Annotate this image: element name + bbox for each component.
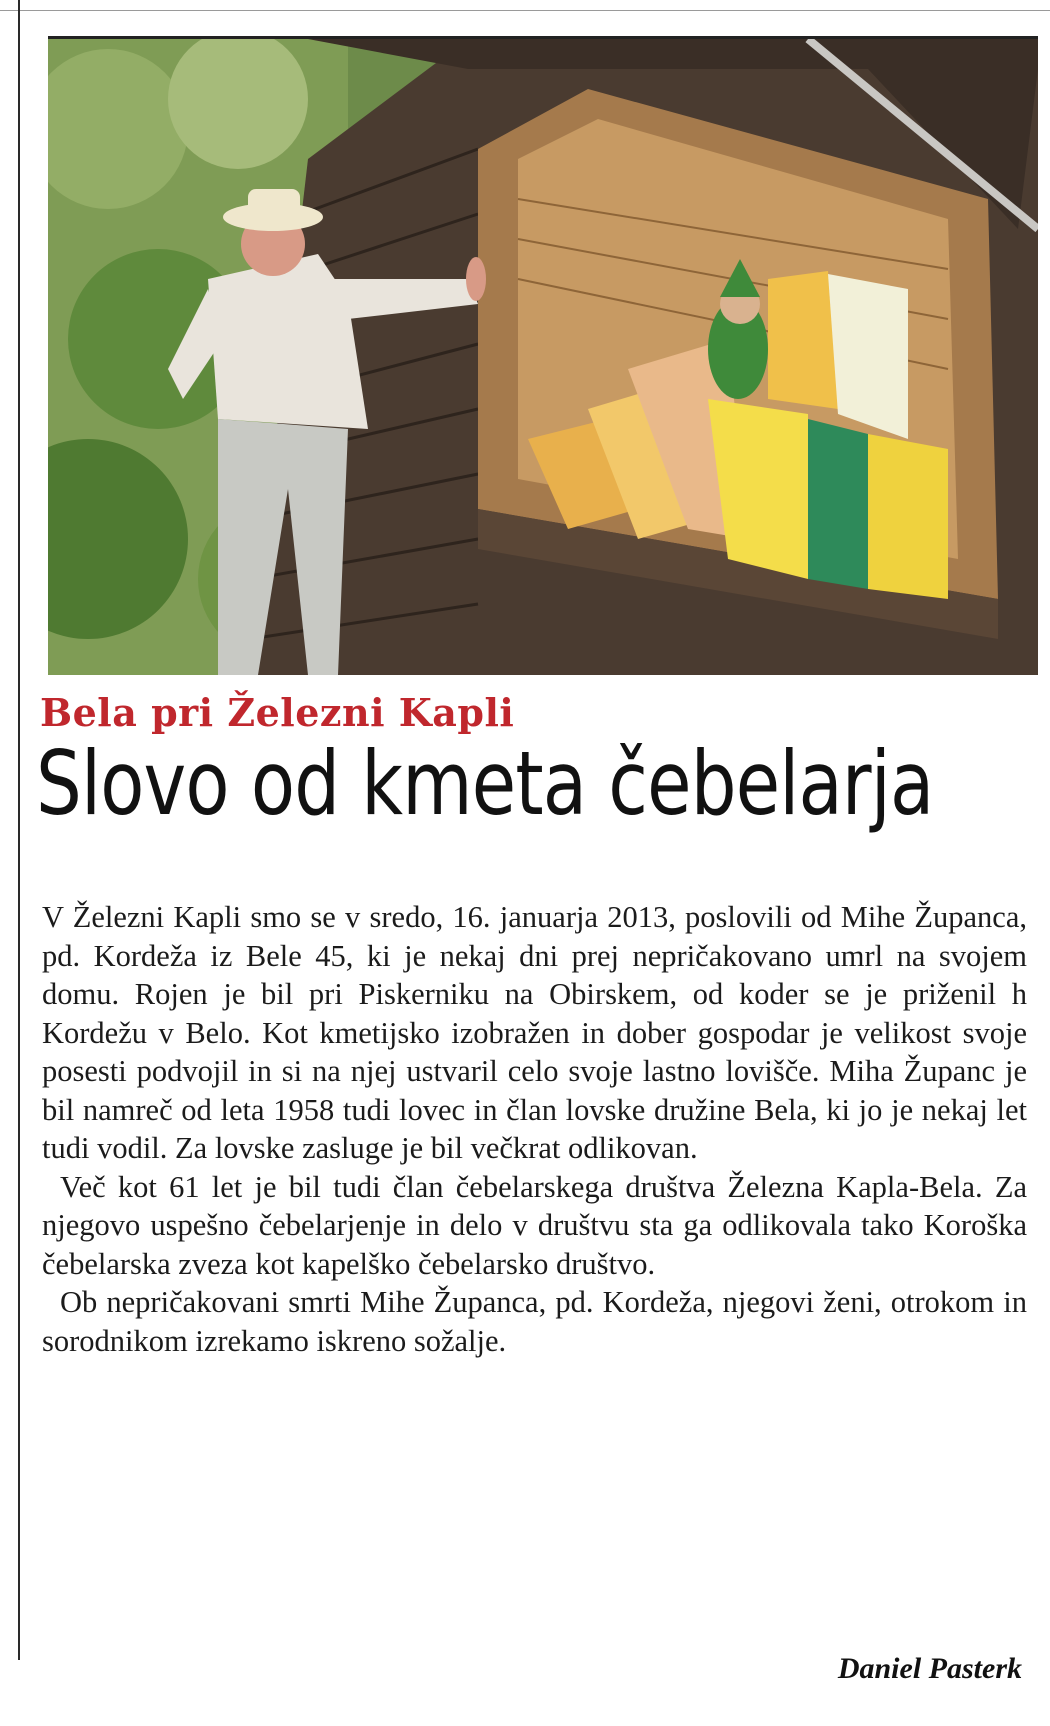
scan-edge-left [18, 0, 20, 1660]
scan-edge-top [0, 10, 1050, 11]
article-paragraph: V Železni Kapli smo se v sredo, 16. januarja 2013, poslovili od Mihe Županca, pd. Kordeža iz Bele 45, ki je nekaj dni prej nepričakovano umrl na svojem domu. Rojen je bil pri Piskerniku na Obirskem, od koder se je priženil h Kordežu v Belo. Kot kmetijsko izobražen in dober gospodar je velikost svoje posesti podvojil in si na njej ustvaril celo svoje lastno lovišče. Miha Županc je bil namreč od leta 1958 tudi lovec in član lovske družine Bela, ki jo je nekaj let tudi vodil. Za lovske zasluge je bil večkrat odlikovan. [42, 900, 1027, 1165]
article-paragraph: Ob nepričakovani smrti Mihe Županca, pd. Kordeža, njegovi ženi, otrokom in sorodnikom izrekamo iskreno sožalje. [42, 1285, 1027, 1358]
article-photo [48, 36, 1038, 675]
beekeeper-photo-illustration [48, 39, 1038, 675]
article-byline: Daniel Pasterk [837, 1652, 1022, 1685]
article-paragraph: Več kot 61 let je bil tudi član čebelarskega društva Železna Kapla-Bela. Za njegovo uspešno čebelarjenje in delo v društvu sta ga odlikovala tako Koroška čebelarska zveza kot kapelško čebelarsko društvo. [42, 1169, 1027, 1281]
article-body [42, 898, 1027, 1360]
article-headline: Slovo od kmeta čebelarja [36, 732, 934, 835]
article-kicker: Bela pri Železni Kapli [40, 690, 515, 735]
